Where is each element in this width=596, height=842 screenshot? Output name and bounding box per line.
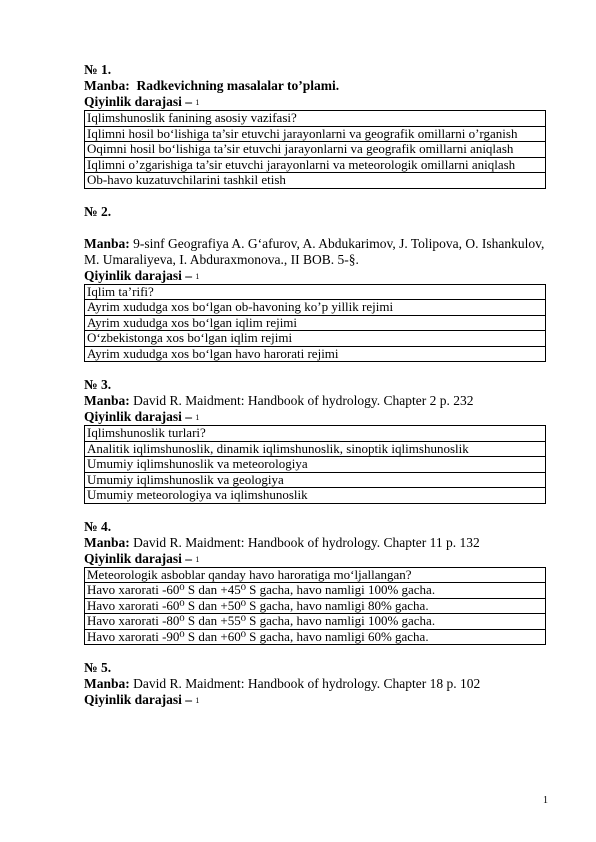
answer-cell: Havo xarorati -80⁰ S dan +55⁰ S gacha, havo namligi 100% gacha.: [85, 614, 546, 630]
answer-cell: Ayrim xududga xos bo‘lgan iqlim rejimi: [85, 315, 546, 331]
question-source: [84, 393, 546, 409]
question-cell: Iqlimshunoslik fanining asosiy vazifasi?: [85, 111, 546, 127]
question-block: [84, 660, 546, 708]
question-cell: Iqlimshunoslik turlari?: [85, 426, 546, 442]
table-row: [85, 441, 546, 457]
question-table: [84, 425, 546, 504]
table-row: [85, 331, 546, 347]
difficulty-label: Qiyinlik darajasi –: [84, 409, 193, 424]
question-source: [84, 236, 546, 268]
question-source: [84, 676, 546, 692]
source-text: Radkevichning masalalar to’plami.: [136, 78, 340, 93]
source-text: David R. Maidment: Handbook of hydrology. Chapter 2 p. 232: [133, 393, 474, 408]
source-text: 9-sinf Geografiya A. G‘afurov, A. Abdukarimov, J. Tolipova, O. Ishankulov, M. Umaraliyeva, I. Abduraxmonova., II BOB. 5-§.: [84, 235, 545, 267]
difficulty-line: [84, 94, 546, 110]
table-row: [85, 472, 546, 488]
answer-cell: Iqlimni hosil bo‘lishiga ta’sir etuvchi jarayonlarni va geografik omillarni o’rganish: [85, 126, 546, 142]
question-number: № 1.: [84, 62, 112, 77]
difficulty-label: Qiyinlik darajasi –: [84, 550, 193, 566]
source-label: Manba:: [84, 676, 130, 691]
question-block: [84, 204, 546, 363]
answer-cell: Havo xarorati -90⁰ S dan +60⁰ S gacha, havo namligi 60% gacha.: [85, 629, 546, 645]
question-number: № 2.: [84, 203, 112, 219]
table-row: [85, 598, 546, 614]
question-number: № 5.: [84, 660, 112, 675]
table-row: [85, 614, 546, 630]
question-table: [84, 284, 546, 363]
answer-cell: Analitik iqlimshunoslik, dinamik iqlimshunoslik, sinoptik iqlimshunoslik: [85, 441, 546, 457]
source-text: David R. Maidment: Handbook of hydrology. Chapter 18 p. 102: [133, 676, 481, 691]
answer-cell: Ayrim xududga xos bo‘lgan ob-havoning ko’p yillik rejimi: [85, 300, 546, 316]
question-number: № 3.: [84, 377, 112, 392]
question-cell: Iqlim ta’rifi?: [85, 284, 546, 300]
source-label: Manba:: [84, 393, 130, 408]
table-row: [85, 346, 546, 362]
table-row: [85, 583, 546, 599]
table-row: [85, 157, 546, 173]
question-block: [84, 62, 546, 189]
difficulty-line: [84, 551, 546, 567]
difficulty-value: 1: [195, 412, 200, 422]
source-label: Manba:: [84, 534, 130, 550]
table-row: [85, 457, 546, 473]
difficulty-label: Qiyinlik darajasi –: [84, 692, 193, 707]
page-number: 1: [543, 795, 548, 806]
table-row: [85, 426, 546, 442]
table-row: [85, 284, 546, 300]
answer-cell: Ayrim xududga xos bo‘lgan havo harorati rejimi: [85, 346, 546, 362]
answer-cell: Ob-havo kuzatuvchilarini tashkil etish: [85, 173, 546, 189]
table-row: [85, 629, 546, 645]
document-page: [84, 62, 546, 708]
source-label: Manba:: [84, 235, 130, 251]
answer-cell: Havo xarorati -60⁰ S dan +45⁰ S gacha, havo namligi 100% gacha.: [85, 583, 546, 599]
difficulty-value: 1: [195, 271, 200, 281]
source-text: David R. Maidment: Handbook of hydrology. Chapter 11 p. 132: [133, 534, 480, 550]
difficulty-line: [84, 268, 546, 284]
table-row: [85, 315, 546, 331]
question-table: [84, 567, 546, 646]
question-cell: Meteorologik asboblar qanday havo haroratiga mo‘ljallangan?: [85, 567, 546, 583]
question-source: [84, 535, 546, 551]
difficulty-label: Qiyinlik darajasi –: [84, 267, 193, 283]
answer-cell: Umumiy meteorologiya va iqlimshunoslik: [85, 488, 546, 504]
answer-cell: Iqlimni o’zgarishiga ta’sir etuvchi jarayonlarni va meteorologik omillarni aniqlash: [85, 157, 546, 173]
difficulty-line: [84, 409, 546, 425]
question-source: [84, 78, 546, 94]
answer-cell: Oqimni hosil bo‘lishiga ta’sir etuvchi jarayonlarni va geografik omillarni aniqlash: [85, 142, 546, 158]
table-row: [85, 173, 546, 189]
table-row: [85, 126, 546, 142]
answer-cell: O‘zbekistonga xos bo‘lgan iqlim rejimi: [85, 331, 546, 347]
table-row: [85, 488, 546, 504]
question-block: [84, 377, 546, 504]
answer-cell: Umumiy iqlimshunoslik va geologiya: [85, 472, 546, 488]
table-row: [85, 111, 546, 127]
difficulty-label: Qiyinlik darajasi –: [84, 94, 193, 109]
question-number: № 4.: [84, 518, 112, 534]
table-row: [85, 142, 546, 158]
difficulty-value: 1: [195, 97, 200, 107]
question-table: [84, 110, 546, 189]
answer-cell: Umumiy iqlimshunoslik va meteorologiya: [85, 457, 546, 473]
table-row: [85, 567, 546, 583]
difficulty-line: [84, 692, 546, 708]
table-row: [85, 300, 546, 316]
difficulty-value: 1: [195, 554, 200, 564]
question-block: [84, 519, 546, 646]
source-label: Manba:: [84, 78, 130, 93]
answer-cell: Havo xarorati -60⁰ S dan +50⁰ S gacha, havo namligi 80% gacha.: [85, 598, 546, 614]
difficulty-value: 1: [195, 695, 200, 705]
